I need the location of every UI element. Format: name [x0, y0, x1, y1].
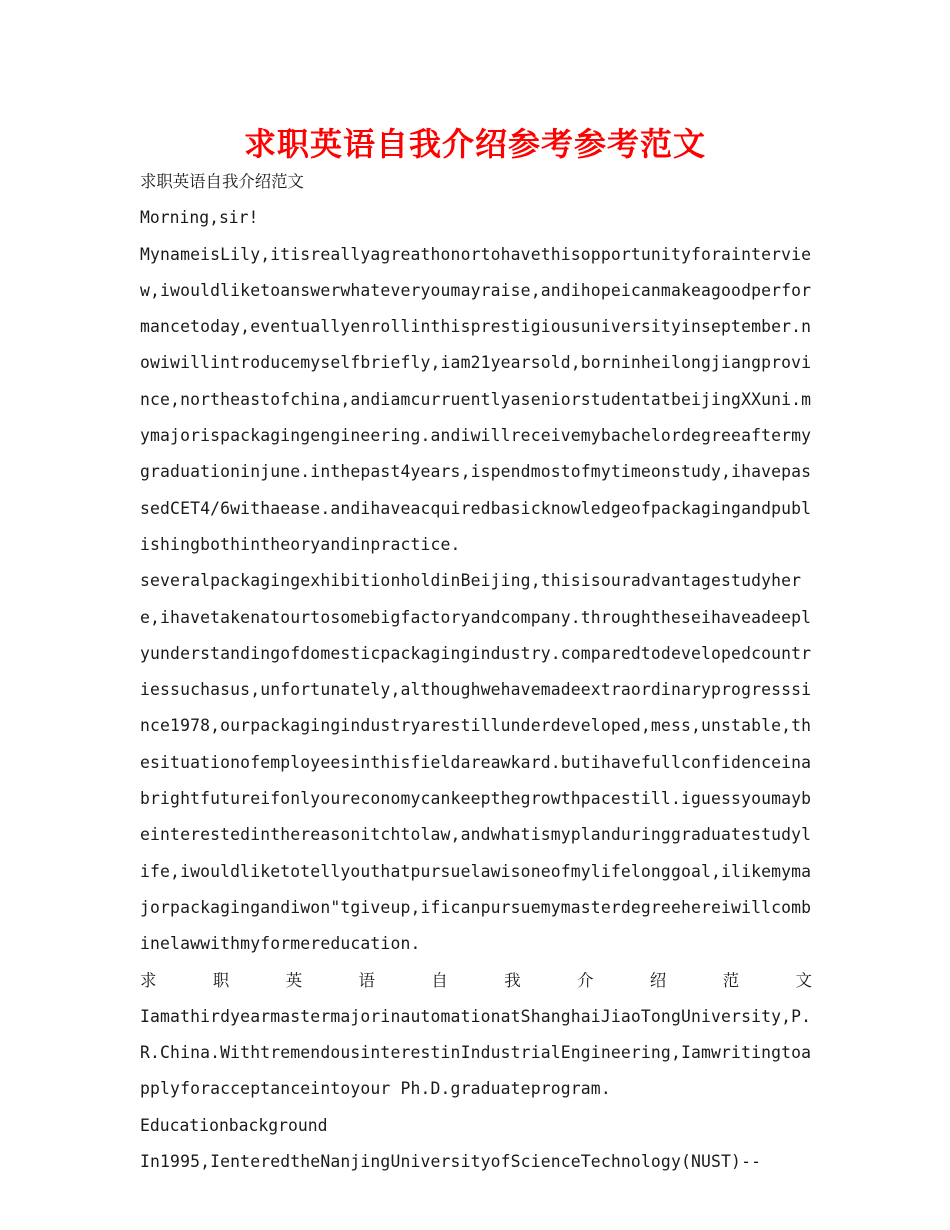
paragraph-packaging: severalpackagingexhibitionholdinBeijing,thisisouradvantagestudyhere,ihavetakenatourtosomebigfactoryandcompany.throughtheseihaveadeeplyunderstandingofdomesticpackagingindustry.comparedtodevelopedcountriessuchasus,unfortunately,althoughwehavemadeextraordinaryprogresssince1978,ourpackagingindustryarestillunderdeveloped,mess,unstable,thesituationofemployeesinthisfieldareawkard.butihavefullconfidenceinabrightfutureifonlyoureconomycankeepthegrowthpacestill.iguessyoumaybeinterestedinthereasonitchtolaw,andwhatismyplanduringgraduatestudylife,iwouldliketotellyouthatpursuelawisoneofmylifelonggoal,ilikemymajorpackagingandiwon"tgiveup,ificanpursuemymasterdegreehereiwillcombinelawwithmyformereducation. [140, 571, 812, 954]
heading-char: 英 [285, 970, 303, 990]
greeting: Morning,sir! [140, 208, 259, 228]
education-heading: Educationbackground [140, 1115, 328, 1135]
paragraph-education: In1995,IenteredtheNanjingUniversityofScienceTechnology(NUST)-- [140, 1152, 762, 1172]
section-heading-2 [140, 963, 812, 999]
heading-char: 自 [431, 970, 448, 990]
heading-char: 介 [577, 970, 594, 990]
heading-char: 范 [722, 970, 740, 990]
heading-char: 语 [358, 970, 375, 990]
heading-char: 绍 [649, 970, 667, 990]
document-title: 求职英语自我介绍参考参考范文 [243, 125, 706, 163]
paragraph-introduction: MynameisLily,itisreallyagreathonortohavethisopportunityforainterview,iwouldliketoanswerwhateveryoumayraise,andihopeicanmakeagoodperformancetoday,eventuallyenrollinthisprestigiousuniversityinseptember.nowiwillintroducemyselfbriefly,iam21yearsold,borninheilongjiangprovince,northeastofchina,andiamcurruentlyaseniorstudentatbeijingXXuni.mymajorispackagingengineering.andiwillreceivemybachelordegreeaftermygraduationinjune.inthepast4years,ispendmostofmytimeonstudy,ihavepassedCET4/6withaease.andihaveacquiredbasicknowledgeofpackagingandpublishingbothintheoryandinpractice. [140, 244, 812, 554]
heading-char: 我 [504, 970, 521, 990]
heading-char: 文 [795, 970, 812, 990]
subtitle: 求职英语自我介绍范文 [140, 172, 304, 191]
document-body [140, 164, 812, 1180]
heading-char: 职 [212, 970, 230, 990]
paragraph-application: IamathirdyearmastermajorinautomationatShanghaiJiaoTongUniversity,P.R.China.WithtremendousinterestinIndustrialEngineering,Iamwritingtoapplyforacceptanceintoyour Ph.D.graduateprogram. [140, 1006, 812, 1099]
heading-char: 求 [140, 970, 157, 990]
